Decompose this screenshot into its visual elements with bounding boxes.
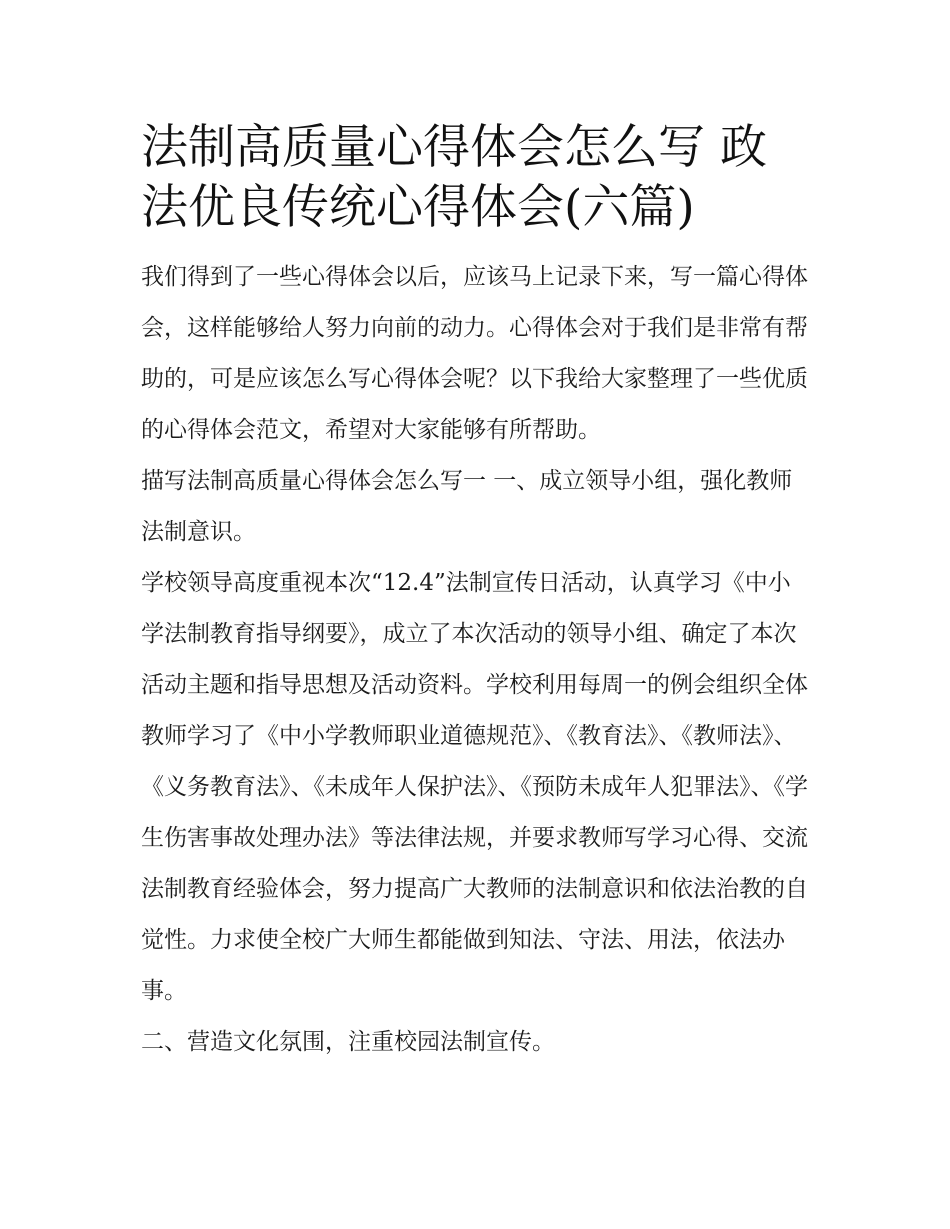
intro-paragraph: 我们得到了一些心得体会以后，应该马上记录下来，写一篇心得体会，这样能够给人努力向前的动力。心得体会对于我们是非常有帮助的，可是应该怎么写心得体会呢？以下我给大家整理了一些优质的心得体会范文，希望对大家能够有所帮助。 bbox=[141, 264, 808, 443]
document-title: 法制高质量心得体会怎么写 政法优良传统心得体会(六篇) bbox=[141, 120, 767, 235]
section-one-body: 学校领导高度重视本次“12.4”法制宣传日活动，认真学习《中小学法制教育指导纲要》，成立了本次活动的领导小组、确定了本次活动主题和指导思想及活动资料。学校利用每周一的例会组织全体教师学习了《中小学教师职业道德规范》、《教育法》、《教师法》、《义务教育法》、《未成年人保护法》、《预防未成年人犯罪法》、《学生伤害事故处理办法》等法律法规，并要求教师写学习心得、交流法制教育经验体会，努力提高广大教师的法制意识和依法治教的自觉性。力求使全校广大师生都能做到知法、守法、用法，依法办事。 bbox=[141, 570, 808, 1004]
section-one-heading: 描写法制高质量心得体会怎么写一 一、成立领导小组，强化教师法制意识。 bbox=[141, 468, 793, 545]
section-two-heading: 二、营造文化氛围，注重校园法制宣传。 bbox=[141, 1029, 555, 1055]
document-body bbox=[141, 118, 813, 1068]
